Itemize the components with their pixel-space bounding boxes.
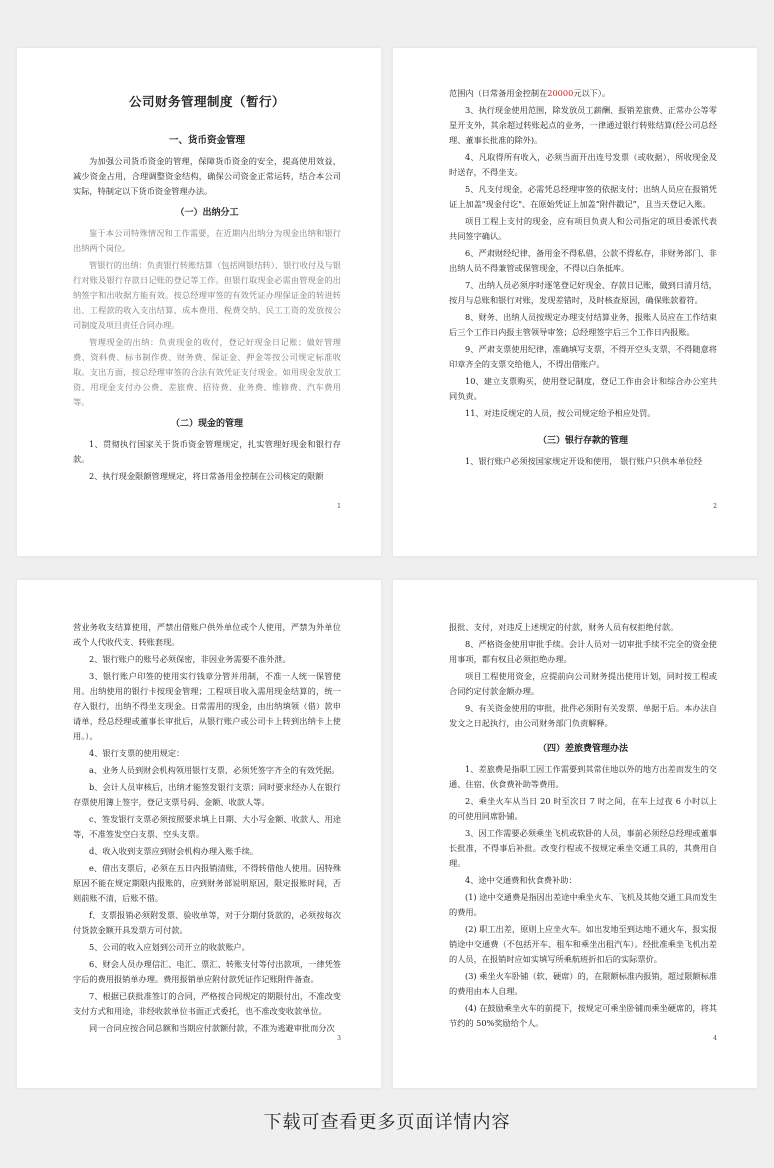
section-heading: 一、货币资金管理 — [168, 135, 245, 146]
paragraph: 5、公司的收入应划到公司开立的收款账户。 — [89, 942, 250, 952]
paragraph: 1、差旅费是指职工因工作需要到其常住地以外的地方出差而发生的交通、住宿、伙食费补助等费用。 — [449, 764, 717, 789]
text-span: 范围内（日常备用金控制在 — [449, 88, 548, 98]
paragraph: 8、严格资金使用审批手续。会计人员对一切审批手续不完全的资金使用事项，都有权且必须拒绝办理。 — [449, 639, 717, 664]
paragraph: 项目工程使用资金，应提前向公司财务提出使用计划，同时按工程或合同约定付款金额办理。 — [449, 671, 717, 696]
document-page-1 — [17, 48, 381, 556]
document-page-2 — [393, 48, 757, 556]
paragraph: 为加强公司货币资金的管理，保障货币资金的安全，提高使用效益，减少资金占用，合理调整资金结构，确保公司资金正常运转，结合本公司实际，特制定以下货币资金管理办法。 — [73, 156, 341, 196]
paragraph: 5、凡支付现金，必需凭总经理审签的依据支付；出纳人员应在报销凭证上加盖"现金付讫"、在原始凭证上加盖“附件戳记”，且当天登记入账。 — [449, 184, 717, 209]
paragraph: a、业务人员到财会机构领用银行支票，必须凭签字齐全的有效凭据。 — [89, 765, 340, 775]
page-number: 1 — [337, 503, 341, 510]
subsection-heading: （一）出纳分工 — [175, 208, 239, 218]
paragraph: 报批、支付，对违反上述规定的付款，财务人员有权拒绝付款。 — [449, 622, 679, 632]
paragraph: 2、银行账户的账号必须保密，非因业务需要不准外泄。 — [89, 654, 291, 664]
paragraph: e、借出支票后，必须在五日内报销清账，不得转借他人使用。因特殊原因不能在规定期限内报账的，应到财务部说明原因，限定报账时间，否则前账不清，后账不借。 — [73, 863, 341, 903]
page-number: 4 — [713, 1035, 717, 1042]
paragraph: (2) 职工出差，原则上应坐火车。如出发地至到达地不通火车，报实报销途中交通费（不包括开车、租车和乘坐出租汽车）。经批准乘坐飞机出差的人员，在报销时应如实填写所乘航班折扣后的实际票价。 — [449, 924, 717, 964]
paragraph: 8、财务、出纳人员按规定办理支付结算业务，报账人员应在工作结束后三个工作日内报主管领导审签；总经理签字后三个工作日内报账。 — [449, 312, 717, 337]
paragraph: (3) 乘坐火车卧铺（软、硬席）的，在限额标准内报销，超过限额标准的费用由本人自理。 — [449, 971, 717, 996]
page-number: 3 — [337, 1035, 341, 1042]
subsection-heading: （二）现金的管理 — [170, 419, 243, 429]
download-more-link[interactable]: 下载可查看更多页面详情内容 — [263, 1112, 511, 1133]
paragraph: 4、银行支票的使用规定： — [89, 748, 185, 758]
paragraph: 1、银行账户必须按国家规定开设和使用， 银行账户只供本单位经 — [465, 456, 703, 466]
paragraph: 7、根据已获批准签订的合同，严格按合同规定的期限付出，不准改变支付方式和用途，非经收款单位书面正式委托，也不准改变收款单位。 — [73, 991, 341, 1016]
paragraph: 3、执行现金使用范围，除发放员工薪酬、报销差旅费、正常办公等零星开支外，其余超过转账起点的业务，一律通过银行转账结算(经公司总经理、董事长批准的除外)。 — [449, 105, 717, 145]
paragraph: 3、银行账户印签的使用实行钱章分管并用制，不准一人统一保管使用。出纳使用的银行卡按现金管理；工程项目收入需用现金结算的，统一存入银行，出纳不得坐支现金。日常需用的现金，由出纳填领（借）款申请单，经总经理或董事长审批后，从银行账户或公司卡上转到出纳卡上使用。）。 — [73, 671, 341, 741]
paragraph: 11、对违反规定的人员，按公司规定给予相应处罚。 — [465, 408, 656, 418]
paragraph: 6、严肃财经纪律，备用金不得私借，公款不得私存，非财务部门、非出纳人员不得兼管或保管现金，不得以白条抵库。 — [449, 248, 717, 273]
paragraph: 9、严肃支票使用纪律，准确填写支票，不得开空头支票，不得随意将印章齐全的支票交给他人，不得出借账户。 — [449, 344, 717, 369]
paragraph: 2、乘坐火车从当日 20 时至次日 7 时之间，在车上过夜 6 小时以上的可使用同席卧铺。 — [449, 796, 717, 821]
document-page-4 — [393, 580, 757, 1088]
paragraph: 管银行的出纳：负责银行转账结算（包括网银结转）、银行收付及与银行对账及银行存款日记账的登记等工作。但银行取现金必需由管现金的出纳签字和出收据方能有效。按总经理审签的有效凭证办理保证金的转进转出、工程款的收入支出结算、成本费用、税费交纳、民工工资的发放按公司制度及项目责任合同办理。 — [73, 260, 341, 330]
paragraph: (1) 途中交通费是指因出差途中乘坐火车、飞机及其他交通工具而发生的费用。 — [449, 892, 717, 917]
paragraph: 2、执行现金限额管理规定，将日常备用金控制在公司核定的限额 — [89, 471, 324, 481]
highlight-amount: 20000 — [547, 88, 574, 98]
paragraph: 9、有关资金使用的审批，批件必须附有关发票、单据于后。本办法自发文之日起执行，由公司财务部门负责解释。 — [449, 703, 717, 728]
paragraph: 项目工程上支付的现金，应有项目负责人和公司指定的项目委派代表共同签字确认。 — [449, 216, 717, 241]
paragraph: 4、凡取得所有收入，必须当面开出连号发票（或收据），所收现金及时送存，不得坐支。 — [449, 152, 717, 177]
paragraph: 3、因工作需要必须乘坐飞机或软卧的人员，事前必须经总经理或董事长批准，不得事后补批。改变行程或不按规定乘坐交通工具的，其费用自理。 — [449, 828, 717, 868]
paragraph: d、收入收到支票应到财会机构办理入账手续。 — [89, 846, 258, 856]
paragraph: 6、财会人员办理信汇、电汇、票汇、转账支付等付出款项，一律凭签字后的费用报销单办理。费用报销单应附付款凭证作记账附件备查。 — [73, 959, 341, 984]
paragraph: 10、建立支票购买，使用登记制度，登记工作由会计和综合办公室共同负责。 — [449, 376, 717, 401]
paragraph: 营业务收支结算使用，严禁出借账户供外单位或个人使用，严禁为外单位或个人代收代支、转账套现。 — [73, 622, 341, 647]
page-number: 2 — [713, 503, 717, 510]
paragraph: 同一合同应按合同总额和当期应付款额付款，不准为逃避审批而分次 — [89, 1023, 335, 1033]
paragraph: 1、贯彻执行国家关于货币资金管理规定，扎实管理好现金和银行存款。 — [73, 439, 341, 464]
paragraph: 4、途中交通费和伙食费补助： — [465, 875, 577, 885]
text-span: 元以下）。 — [573, 88, 611, 98]
paragraph: b、会计人员审核后，出纳才能签发银行支票；同时要求经办人在银行存票使用簿上签字，登记支票号码、金额、收款人等。 — [73, 782, 341, 807]
paragraph — [449, 86, 717, 101]
paragraph: 7、出纳人员必须序时逐笔登记好现金、存款日记账，做到日清月结，按月与总账和银行对账，发现差错时，及时核查原因，确保账款着符。 — [449, 280, 717, 305]
subsection-heading: （四）差旅费管理办法 — [537, 744, 628, 754]
paragraph: 管理现金的出纳：负责现金的收付，登记好现金日记账；做好管理费、资料费、标书制作费、财务费、保证金、押金等按公司规定标准收取。支出方面，按总经理审签的合法有效凭证支付现金。如用现金发放工资、用现金支付办公费、差旅费、招待费、业务费、维修费、汽车费用等。 — [73, 337, 341, 407]
paragraph: (4) 在鼓励乘坐火车的前提下，按规定可乘坐卧铺而乘坐硬席的，将其节约的 50%奖励给个人。 — [449, 1003, 717, 1028]
subsection-heading: （三）银行存款的管理 — [537, 436, 628, 446]
paragraph: 鉴于本公司特殊情况和工作需要，在近期内出纳分为现金出纳和银行出纳两个岗位。 — [73, 228, 341, 253]
paragraph: f、支票报销必须附发票、验收单等，对于分期付货款的，必须按每次付货款金额开具发票方可付款。 — [73, 910, 341, 935]
document-page-3 — [17, 580, 381, 1088]
document-title: 公司财务管理制度（暂行） — [128, 94, 285, 109]
paragraph: c、签发银行支票必须按照要求填上日期、大小写金额、收款人、用途等，不准签发空白支票、空头支票。 — [73, 814, 341, 839]
